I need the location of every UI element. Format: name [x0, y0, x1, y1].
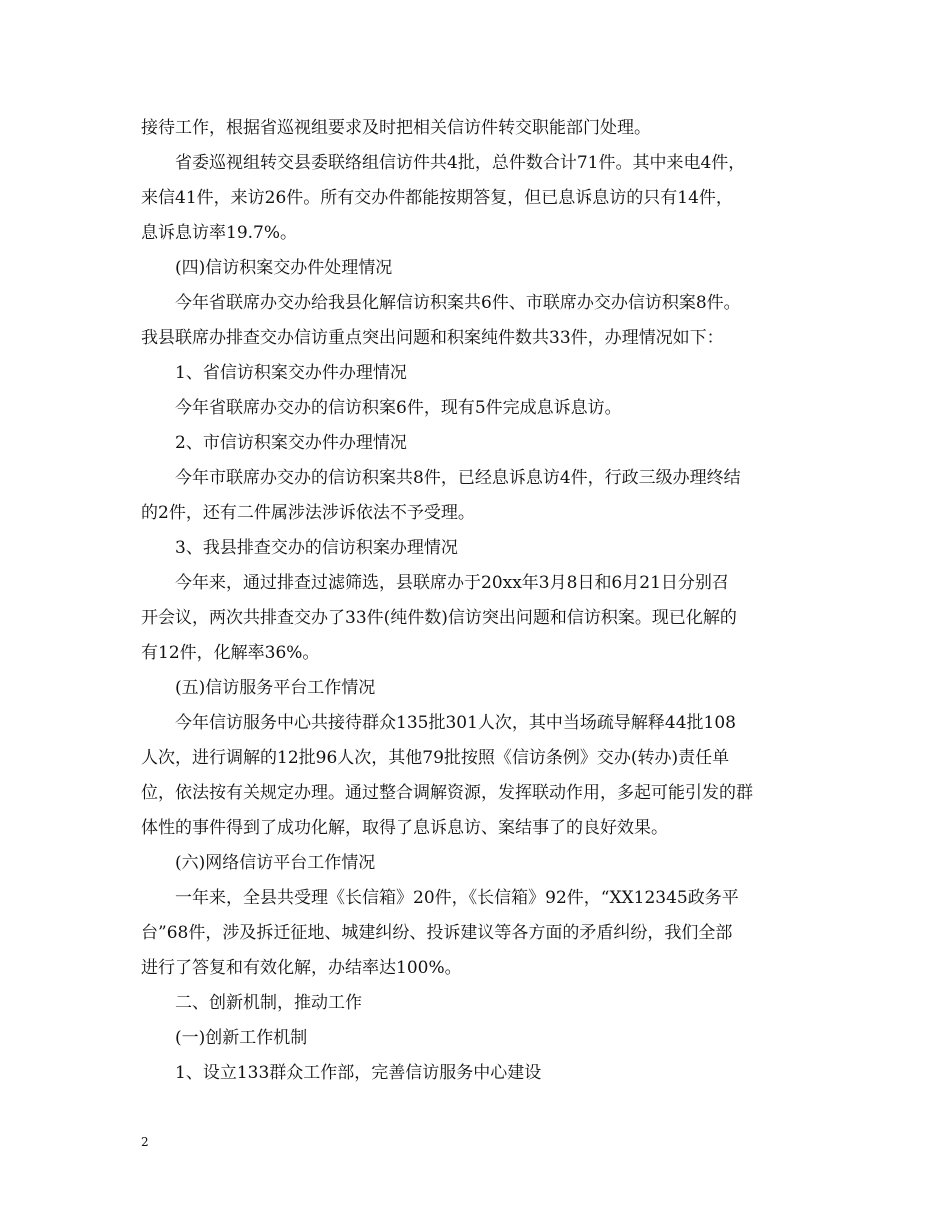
paragraph-line: 的2件，还有二件属涉法涉诉依法不予受理。: [141, 503, 475, 523]
paragraph-line: 进行了答复和有效化解，办结率达100%。: [141, 958, 462, 978]
paragraph-line: 来信41件，来访26件。所有交办件都能按期答复，但已息诉息访的只有14件，: [141, 188, 733, 208]
paragraph-line: 台”68件，涉及拆迁征地、城建纠纷、投诉建议等各方面的矛盾纠纷，我们全部: [141, 923, 733, 943]
paragraph-line: 开会议，两次共排查交办了33件(纯件数)信访突出问题和信访积案。现已化解的: [141, 608, 737, 628]
paragraph-line: 今年省联席办交办给我县化解信访积案共6件、市联席办交办信访积案8件。: [175, 293, 741, 313]
section-heading: (五)信访服务平台工作情况: [175, 678, 376, 698]
section-heading: (一)创新工作机制: [175, 1028, 308, 1048]
paragraph-line: 一年来，全县共受理《长信箱》20件，《长信箱》92件，“XX12345政务平: [175, 888, 739, 908]
subsection-heading: 1、省信访积案交办件办理情况: [175, 363, 407, 383]
paragraph-line: 今年省联席办交办的信访积案6件，现有5件完成息诉息访。: [175, 398, 622, 418]
paragraph-line: 体性的事件得到了成功化解，取得了息诉息访、案结事了的良好效果。: [141, 818, 668, 838]
paragraph-line: 今年来，通过排查过滤筛选，县联席办于20xx年3月8日和6月21日分别召: [175, 573, 729, 593]
paragraph-line: 我县联席办排查交办信访重点突出问题和积案纯件数共33件，办理情况如下：: [141, 328, 724, 348]
paragraph-line: 息诉息访率19.7%。: [141, 223, 298, 243]
paragraph-line: 有12件，化解率36%。: [141, 643, 320, 663]
page-number: 2: [141, 1135, 149, 1149]
subsection-heading: 2、市信访积案交办件办理情况: [175, 433, 407, 453]
paragraph-line: 省委巡视组转交县委联络组信访件共4批，总件数合计71件。其中来电4件，: [175, 153, 746, 173]
subsection-heading: 1、设立133群众工作部，完善信访服务中心建设: [175, 1063, 542, 1083]
chapter-heading: 二、创新机制，推动工作: [175, 993, 362, 1013]
paragraph-line: 人次，进行调解的12批96人次，其他79批按照《信访条例》交办(转办)责任单: [141, 748, 730, 768]
paragraph-line: 今年市联席办交办的信访积案共8件，已经息诉息访4件，行政三级办理终结: [175, 468, 741, 488]
section-heading: (六)网络信访平台工作情况: [175, 853, 376, 873]
paragraph-line: 接待工作，根据省巡视组要求及时把相关信访件转交职能部门处理。: [141, 118, 651, 138]
subsection-heading: 3、我县排查交办的信访积案办理情况: [175, 538, 458, 558]
paragraph-line: 今年信访服务中心共接待群众135批301人次，其中当场疏导解释44批108: [175, 713, 736, 733]
section-heading: (四)信访积案交办件处理情况: [175, 258, 393, 278]
paragraph-line: 位，依法按有关规定办理。通过整合调解资源，发挥联动作用，多起可能引发的群: [141, 783, 753, 803]
